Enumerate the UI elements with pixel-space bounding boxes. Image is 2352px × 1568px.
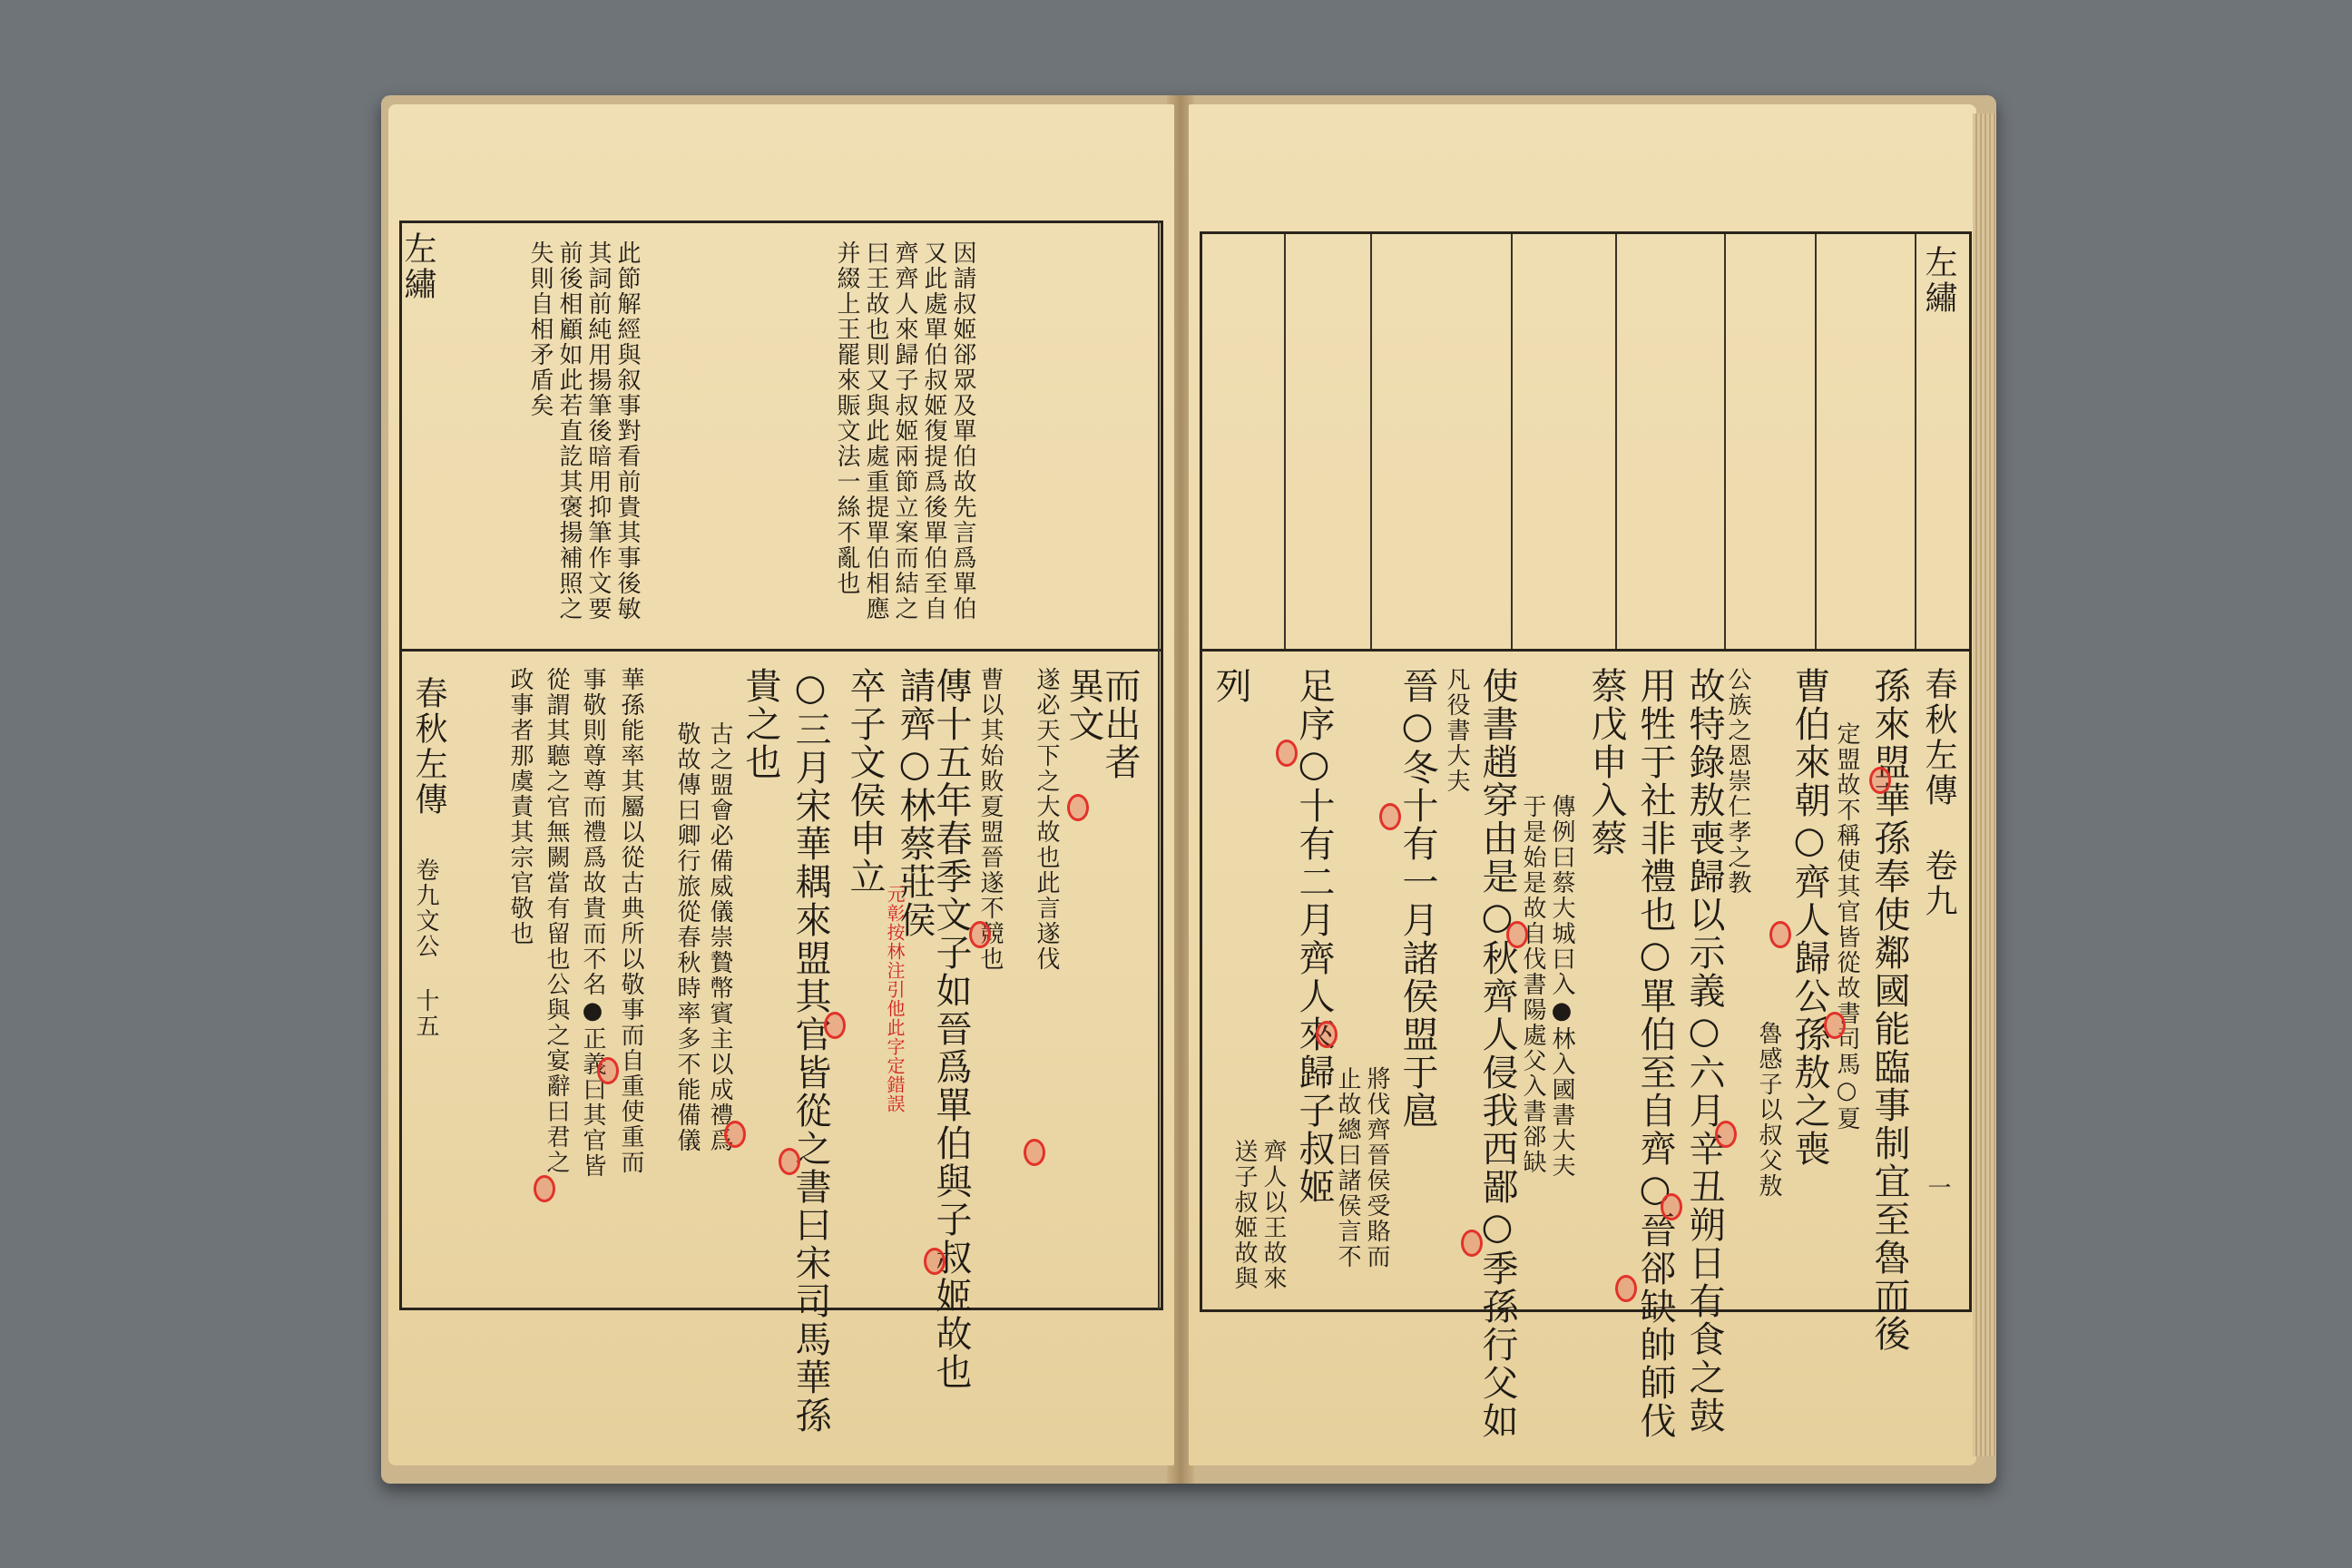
red-punctuation-mark	[724, 1121, 746, 1148]
right-grid-line	[1915, 234, 1916, 649]
right-grid-line	[1615, 234, 1617, 649]
main-column: 政事者那虞責其宗官敬也	[506, 667, 534, 946]
main-column: 貴之也	[740, 667, 781, 781]
red-punctuation-mark	[1769, 921, 1791, 948]
main-column: 列	[1210, 667, 1251, 705]
main-column: 華孫能率其屬以從古典所以敬事而自重使重而	[617, 667, 644, 1175]
main-column: 從謂其聽之官無闕當有留也公與之宴辭曰君之	[543, 667, 570, 1175]
commentary-column: 其詞前純用揚筆後暗用抑筆作文要	[584, 240, 612, 622]
main-column: 晉○冬十有一月諸侯盟于扈	[1396, 667, 1438, 1130]
left-header-label: 左繡	[399, 231, 436, 302]
main-column: 古之盟會必備威儀崇贄幣賓主以成禮爲	[706, 721, 733, 1153]
main-column: 敬故傳曰卿行旅從春秋時率多不能備儀	[673, 721, 701, 1153]
red-punctuation-mark	[1379, 803, 1401, 830]
red-punctuation-mark	[1615, 1275, 1637, 1302]
red-punctuation-mark	[1276, 740, 1298, 767]
red-punctuation-mark	[1824, 1012, 1846, 1039]
main-column: 卒子文侯申立	[844, 667, 886, 896]
red-punctuation-mark	[1506, 921, 1528, 948]
red-punctuation-mark	[1461, 1230, 1483, 1257]
main-column: 于是始是故自伐書陽處父入書郤缺	[1519, 794, 1546, 1175]
commentary-column: 此節解經與叙事對看前貴其事後敏	[613, 240, 641, 622]
commentary-column: 齊齊人來歸子叔姬兩節立案而結之	[891, 240, 918, 622]
right-side-label: 春秋左傳 卷九	[1920, 667, 1957, 919]
right-grid-line	[1284, 234, 1286, 649]
main-column: 凡役書大夫	[1443, 667, 1470, 794]
main-column: 異文	[1063, 667, 1104, 743]
commentary-column: 又此處單伯叔姬復提爲後單伯至自	[920, 240, 947, 622]
commentary-column: 并綴上王罷來賑文法一絲不亂也	[833, 240, 860, 596]
main-column: 足序○十有二月齊人來歸子叔姬	[1293, 667, 1335, 1206]
right-grid-line	[1370, 234, 1372, 649]
right-commentary-divider	[1200, 649, 1969, 652]
main-column: ○三月宋華耦來盟其官皆從之書曰宋司馬華孫	[789, 667, 831, 1435]
left-commentary-divider	[399, 649, 1163, 652]
main-column: 將伐齊晉侯受賂而	[1363, 1066, 1390, 1269]
left-fold-text: 卷九文公 十五	[412, 858, 439, 1039]
commentary-column: 曰王故也則又與此處重提單伯相應	[862, 240, 889, 622]
left-page-spine-rule	[1158, 220, 1160, 1309]
red-punctuation-mark	[1715, 1121, 1737, 1148]
right-header-label: 左繡	[1920, 245, 1957, 316]
red-punctuation-mark	[597, 1057, 619, 1084]
main-column: 蔡戊申入蔡	[1585, 667, 1627, 858]
main-column: 定盟故不稱使其官皆從故書司馬○夏	[1833, 721, 1860, 1132]
red-punctuation-mark	[1316, 1021, 1338, 1048]
main-column: 傳十五年春季文子如晉爲單伯與子叔姬故也	[930, 667, 972, 1391]
red-annotation: 元彰按林注引他此字定錯誤	[884, 885, 906, 1113]
right-grid-line	[1511, 234, 1513, 649]
right-grid-line	[1724, 234, 1726, 649]
red-punctuation-mark	[534, 1175, 555, 1202]
main-column: 曹伯來朝○齊人歸公孫敖之喪	[1788, 667, 1830, 1168]
main-column: 孫來盟華孫奉使鄰國能臨事制宜至魯而後	[1868, 667, 1910, 1353]
right-page	[1189, 104, 1976, 1465]
commentary-column: 失則自相矛盾矣	[526, 240, 554, 418]
main-column: 遂必天下之大故也此言遂伐	[1033, 667, 1060, 972]
left-side-label: 春秋左傳	[410, 676, 447, 818]
red-punctuation-mark	[1869, 767, 1891, 794]
page-fore-edge	[1973, 113, 1996, 1456]
red-punctuation-mark	[779, 1148, 800, 1175]
main-column: 魯感子以叔父敖	[1755, 1021, 1782, 1199]
red-punctuation-mark	[924, 1248, 946, 1275]
red-punctuation-mark	[1024, 1139, 1045, 1166]
main-column: 公族之恩崇仁孝之教	[1724, 667, 1751, 896]
main-column: 事敬則尊尊而禮爲故貴而不名●正義曰其官皆	[579, 667, 606, 1179]
main-column: 齊人以王故來	[1259, 1139, 1287, 1291]
main-column: 使書趙穿由是○秋齊人侵我西鄙○季孫行父如	[1476, 667, 1518, 1440]
main-column: 而出者	[1099, 667, 1141, 781]
red-punctuation-mark	[1661, 1193, 1682, 1220]
main-column: 故特錄敖喪歸以示義○六月辛丑朔日有食之鼓	[1683, 667, 1725, 1435]
main-column: 傳例曰蔡大城曰入●林入國書大夫	[1548, 794, 1575, 1179]
commentary-column: 因請叔姬郤眾及單伯故先言爲單伯	[949, 240, 976, 622]
main-column: 送子叔姬故與	[1230, 1139, 1258, 1291]
right-page-number: 一	[1924, 1175, 1951, 1200]
book	[381, 95, 1996, 1484]
main-column: 用牲于社非禮也○單伯至自齊○晉郤缺帥師伐	[1634, 667, 1676, 1440]
right-grid-line	[1815, 234, 1817, 649]
commentary-column: 前後相顧如此若直訖其褒揚補照之	[555, 240, 583, 622]
red-punctuation-mark	[1067, 794, 1089, 821]
red-punctuation-mark	[969, 921, 991, 948]
left-page	[388, 104, 1174, 1465]
main-column: 請齊○林蔡莊侯	[894, 667, 936, 939]
red-punctuation-mark	[824, 1012, 846, 1039]
main-column: 止故總曰諸侯言不	[1334, 1066, 1361, 1269]
main-column: 曹以其始敗夏盟晉遂不競也	[976, 667, 1004, 972]
